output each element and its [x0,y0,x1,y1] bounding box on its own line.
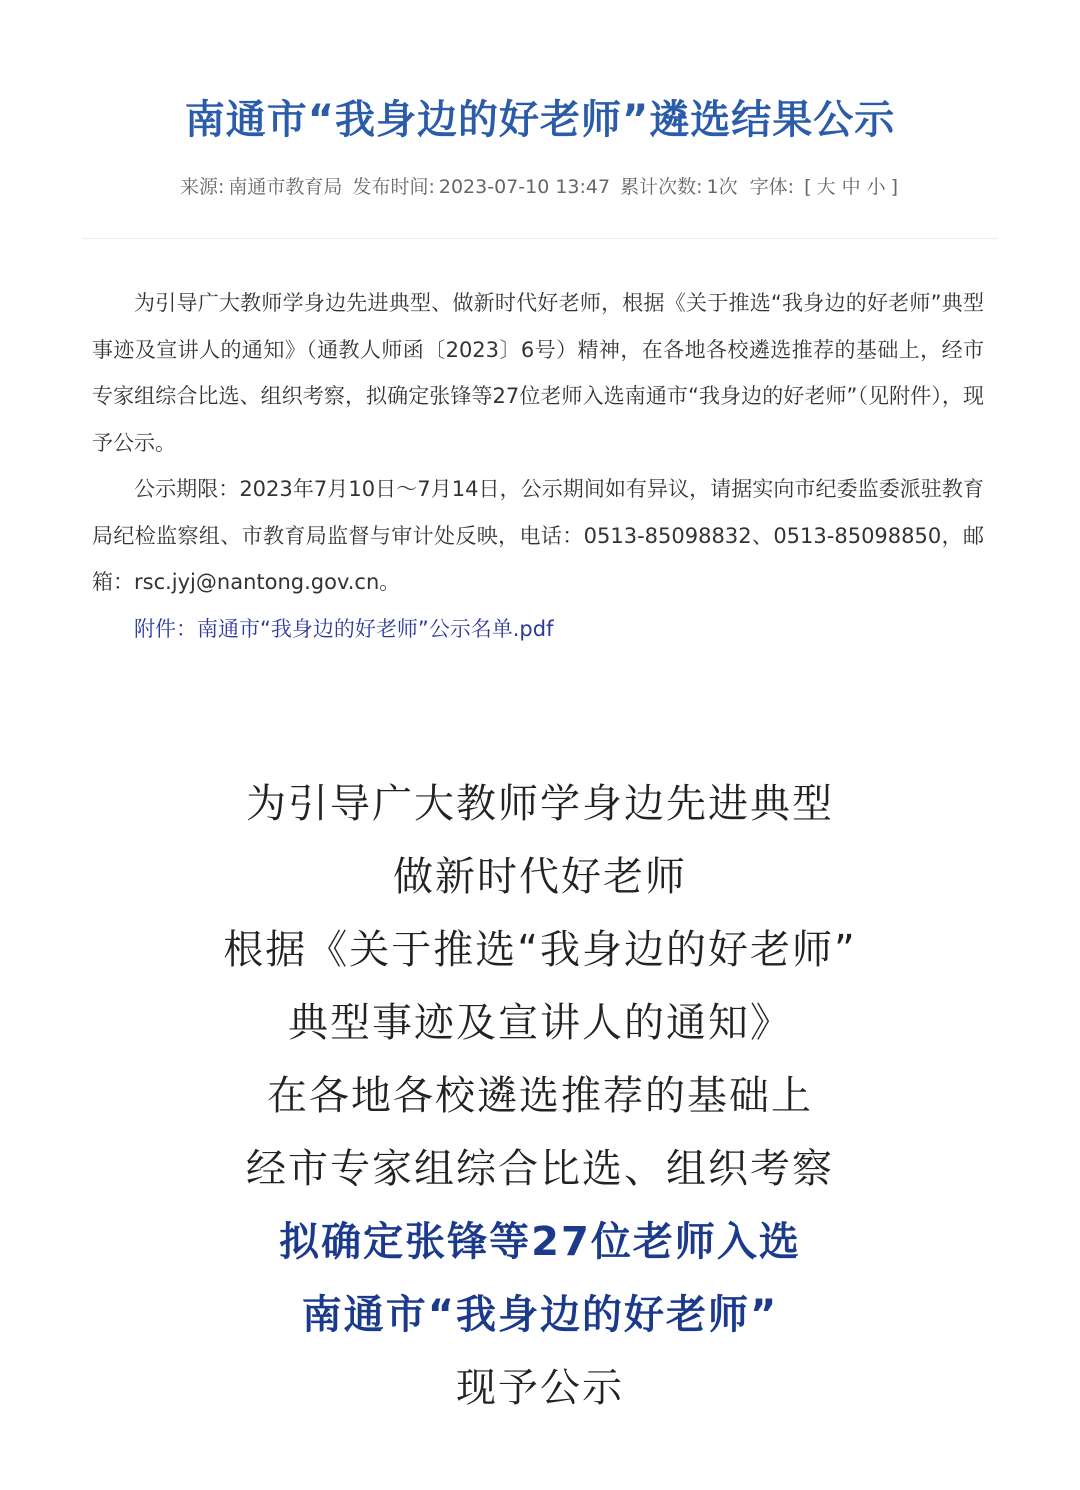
poster-highlight-line: 南通市“我身边的好老师” [301,1292,779,1338]
article-body [92,280,984,652]
article-paragraph-2: 公示期限：2023年7月10日～7月14日，公示期间如有异议，请据实向市纪委监委派驻教育局纪检监察组、市教育局监督与审计处反映，电话：0513-85098832、0513-85098850，邮箱：rsc.jyj@nantong.gov.cn。 [92,477,984,594]
poster-summary [0,768,1080,1425]
meta-divider [82,238,998,239]
poster-line: 现予公示 [456,1365,624,1411]
poster-line: 在各地各校遴选推荐的基础上 [267,1073,813,1119]
page-title: 南通市“我身边的好老师”遴选结果公示 [184,97,896,143]
publish-value: 2023-07-10 13:47 [438,176,611,198]
attachment-line [92,606,984,653]
views-value: 1次 [706,176,738,198]
poster-line: 做新时代好老师 [393,854,687,900]
source-value: 南通市教育局 [228,176,343,198]
attachment-label: 附件： [134,616,197,641]
poster-highlight-line: 拟确定张锋等27位老师入选 [279,1219,801,1265]
font-size-options [748,176,900,198]
views-label: 累计次数: [620,176,703,198]
font-medium-button[interactable]: 中 [841,176,861,198]
publish-label: 发布时间: [352,176,435,198]
font-large-button[interactable]: 大 [816,176,836,198]
poster-line: 经市专家组综合比选、组织考察 [246,1146,834,1192]
attachment-pdf-link[interactable]: 南通市“我身边的好老师”公示名单.pdf [197,616,554,641]
poster-line: 为引导广大教师学身边先进典型 [246,781,834,827]
font-small-button[interactable]: 小 [866,176,886,198]
article-paragraph-1: 为引导广大教师学身边先进典型、做新时代好老师，根据《关于推选“我身边的好老师”典型事迹及宣讲人的通知》（通教人师函〔2023〕6号）精神，在各地各校遴选推荐的基础上，经市专家组综合比选、组织考察，拟确定张锋等27位老师入选南通市“我身边的好老师”（见附件），现予公示。 [92,291,984,455]
source-label: 来源: [179,176,225,198]
poster-line: 典型事迹及宣讲人的通知》 [288,1000,792,1046]
article-meta [0,172,1080,199]
poster-line: 根据《关于推选“我身边的好老师” [223,927,857,973]
bracket-close: ] [890,176,899,198]
bracket-open: [ [804,176,812,198]
font-label: 字体: [749,176,795,198]
